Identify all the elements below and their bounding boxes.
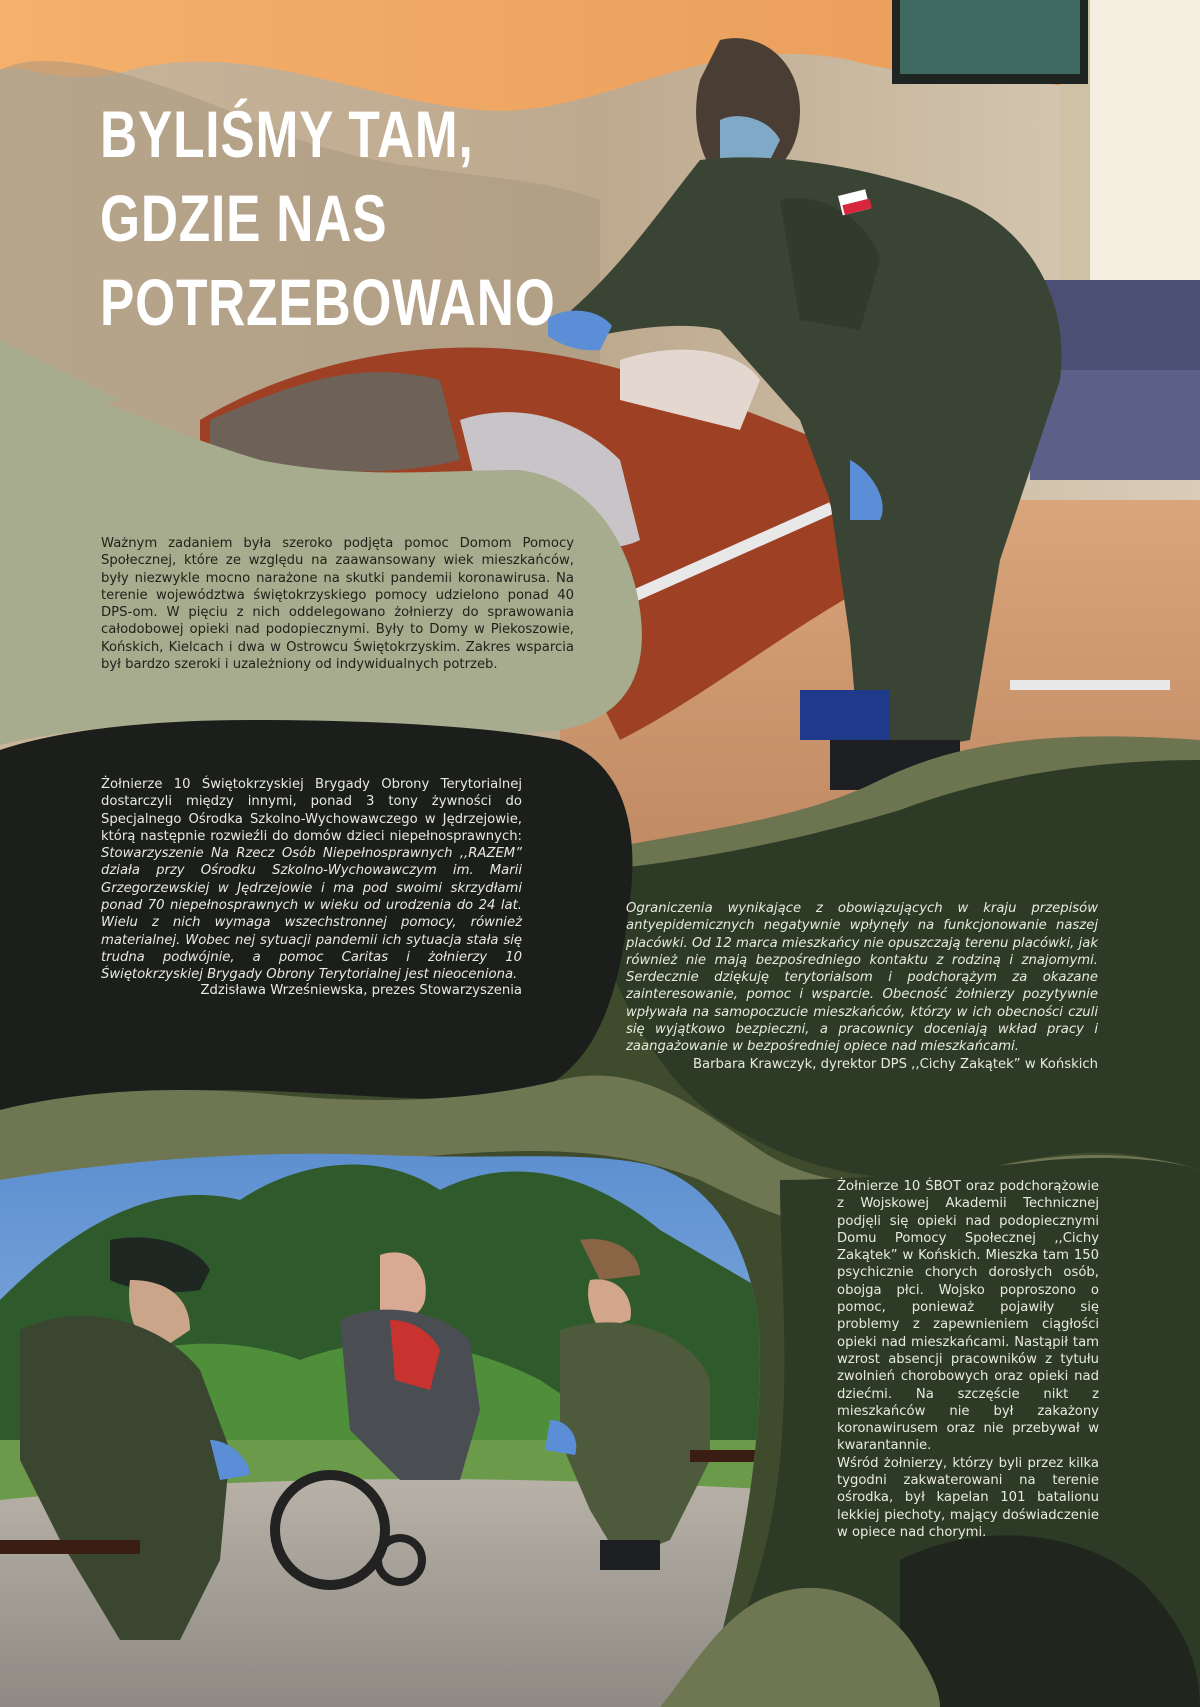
title-line-3: POTRZEBOWANO [100,265,556,339]
title-line-2: GDZIE NAS [100,181,388,255]
brigade-paragraph [101,776,522,984]
brigade-text: Żołnierze 10 Świętokrzyskiej Brygady Obrony Terytorialnej dostarczyli między innymi, ponad 3 tony żywności do Specjalnego Ośrodka Szkolno-Wychowawczego w Jędrzejowie, którą następnie rozwieźli do domów dzieci niepełnosprawnych: [101,777,522,844]
sbot-paragraph-1: Żołnierze 10 ŚBOT oraz podchorążowie z Wojskowej Akademii Technicznej podjęli się opieki nad podopiecznymi Domu Pomocy Społecznej ,,Cichy Zakątek” w Końskich. Mieszka tam 150 psychicznie chorych dorosłych osób, obojga płci. Wojsko poproszono o pomoc, ponieważ pojawiły się problemy z zapewnieniem ciągłości opieki nad mieszkańcami. Nastąpił tam wzrost absencji pracowników z tytułu zwolnień chorobowych oraz opieki nad dziećmi. Na szczęście nikt z mieszkańców nie był zakażony koronawirusem oraz nie przebywał w kwarantannie. [837,1179,1099,1454]
sbot-paragraph-2: Wśród żołnierzy, którzy byli przez kilka tygodni zakwaterowani na terenie ośrodka, był kapelan 101 batalionu lekkiej piechoty, mający doświadczenie w opiece nad chorymi. [837,1455,1099,1540]
page-title [100,92,556,344]
dps-quote-signature: Barbara Krawczyk, dyrektor DPS ,,Cichy Zakątek” w Końskich [692,1057,1098,1072]
sbot-section [837,1178,1099,1541]
brigade-signature: Zdzisława Wrześniewska, prezes Stowarzyszenia [200,983,522,998]
brigade-quote: Stowarzyszenie Na Rzecz Osób Niepełnosprawnych ,,RAZEM” działa przy Ośrodku Szkolno-Wychowawczym im. Marii Grzegorzewskiej w Jędrzejowie i ma pod swoimi skrzydłami ponad 70 niepełnosprawnych w wieku od urodzenia do 24 lat. Wielu z nich wymaga wszechstronnej pomocy, również materialnej. Wobec nej sytuacji pandemii ich sytuacja stała się trudna podwójnie, a pomoc Caritas i żołnierzy 10 Świętokrzyskiej Brygady Obrony Terytorialnej jest nieoceniona. [101,846,522,983]
title-line-1: BYLIŚMY TAM, [100,97,474,171]
bottom-photo [0,1150,780,1707]
intro-paragraph: Ważnym zadaniem była szeroko podjęta pomoc Domom Pomocy Społecznej, które ze względu na zaawansowany wiek mieszkańców, były niezwykle mocno narażone na skutki pandemii koronawirusa. Na terenie województwa świętokrzyskiego pomocy udzielono ponad 40 DPS-om. W pięciu z nich oddelegowano żołnierzy do sprawowania całodobowej opieki nad podopiecznymi. Były to Domy w Piekoszowie, Końskich, Kielcach i dwa w Ostrowcu Świętokrzyskim. Zakres wsparcia był bardzo szeroki i uzależniony od indywidualnych potrzeb. [101,536,574,673]
dps-quote-paragraph: Ograniczenia wynikające z obowiązujących w kraju przepisów antyepidemicznych negatywnie wpłynęły na funkcjonowanie naszej placówki. Od 12 marca mieszkańcy nie opuszczają terenu placówki, jak również nie mają bezpośredniego kontaktu z rodziną i znajomymi. Serdecznie dziękuję terytorialsom i podchorążym za okazane zainteresowanie, pomoc i wsparcie. Obecność żołnierzy pozytywnie wpływała na samopoczucie mieszkańców, którzy w ich obecności czuli się wyjątkowo bezpieczni, a pracownicy doceniają wkład pracy i zaangażowanie w bezpośredniej opiece nad mieszkańcami. [626,901,1098,1055]
